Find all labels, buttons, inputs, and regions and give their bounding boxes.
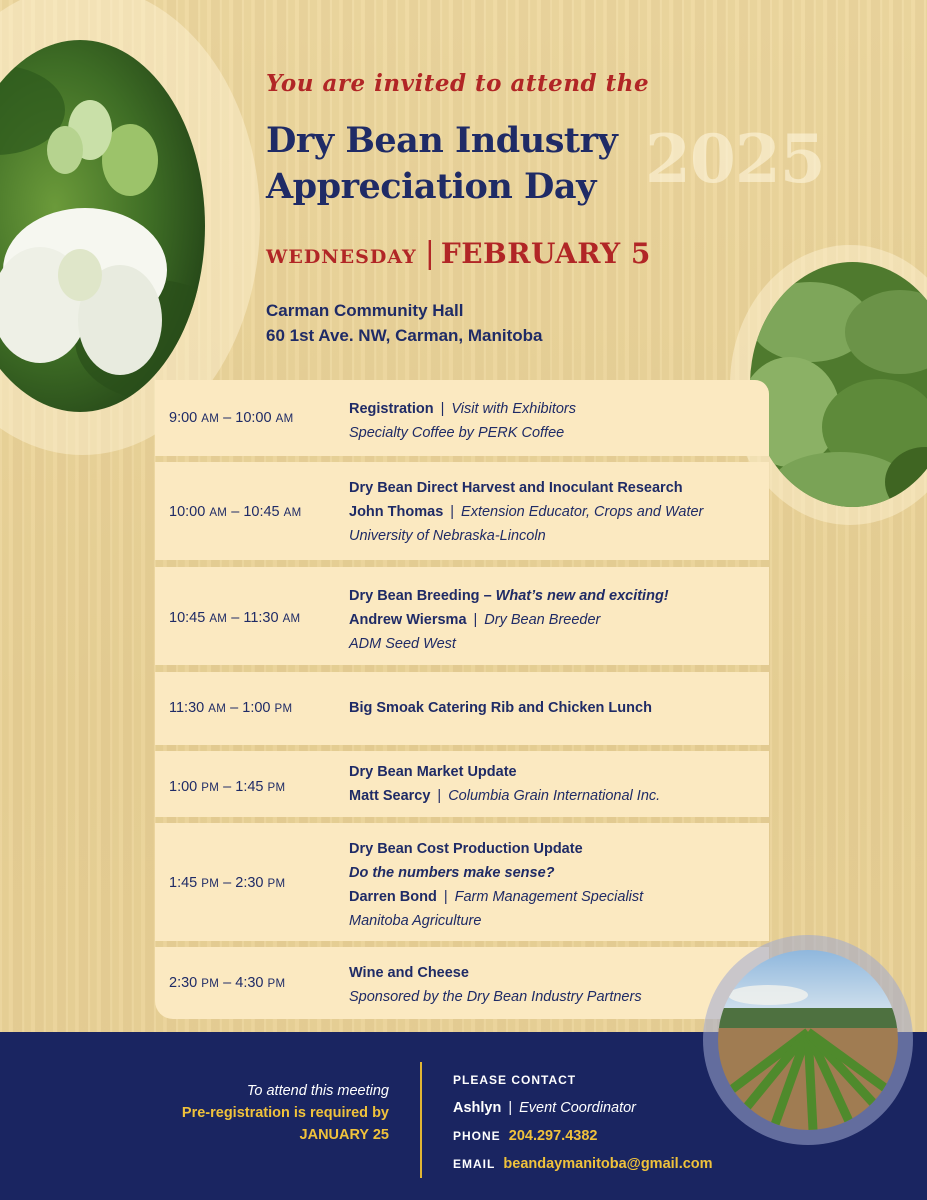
- schedule-row: [155, 380, 769, 456]
- schedule-row: [155, 462, 769, 560]
- time-range: 10:45 AM – 11:30 AM: [169, 610, 301, 626]
- contact-label: PLEASE CONTACT: [453, 1073, 577, 1087]
- session-details: Dry Bean Cost Production Update Do the numbers make sense? Darren Bond | Farm Management Specialist Manitoba Agriculture: [349, 841, 644, 929]
- session-details: Big Smoak Catering Rib and Chicken Lunch: [349, 700, 652, 716]
- venue: [266, 298, 542, 348]
- venue-name: Carman Community Hall: [266, 301, 464, 320]
- event-title-line-1: Dry Bean Industry: [266, 120, 618, 161]
- registration-notice: [182, 1080, 389, 1146]
- session-details: Dry Bean Breeding – What’s new and exciting! Andrew Wiersma | Dry Bean Breeder ADM Seed West: [349, 588, 669, 652]
- event-date-value: FEBRUARY 5: [440, 237, 651, 270]
- contact-phone[interactable]: 204.297.4382: [508, 1128, 598, 1144]
- footer-divider: [420, 1062, 422, 1178]
- event-year: 2025: [645, 120, 825, 198]
- schedule-row: [155, 672, 769, 745]
- time-range: 2:30 PM – 4:30 PM: [169, 975, 286, 991]
- session-details: Registration | Visit with Exhibitors Specialty Coffee by PERK Coffee: [349, 401, 577, 441]
- contact-email-link[interactable]: beandaymanitoba@gmail.com: [503, 1156, 713, 1172]
- time-range: 1:00 PM – 1:45 PM: [169, 779, 286, 795]
- contact-email-line: EMAIL beandaymanitoba@gmail.com: [453, 1156, 713, 1172]
- bean-field-photo: [718, 950, 898, 1130]
- event-weekday: WEDNESDAY: [266, 246, 417, 268]
- contact-person: Ashlyn | Event Coordinator: [453, 1100, 636, 1116]
- date-separator: |: [424, 236, 435, 271]
- event-title: [266, 118, 617, 210]
- event-title-line-2: Appreciation Day: [266, 166, 596, 207]
- venue-address: 60 1st Ave. NW, Carman, Manitoba: [266, 326, 543, 345]
- session-details: Dry Bean Direct Harvest and Inoculant Research John Thomas | Extension Educator, Crops and Water University of Nebraska-Lincoln: [349, 480, 704, 544]
- event-date: [266, 236, 651, 271]
- invitation-line: You are invited to attend the: [266, 70, 650, 97]
- time-range: 1:45 PM – 2:30 PM: [169, 875, 286, 891]
- contact-phone-line: PHONE 204.297.4382: [453, 1128, 598, 1144]
- schedule-row: [155, 567, 769, 665]
- time-range: 10:00 AM – 10:45 AM: [169, 504, 302, 520]
- session-details: Dry Bean Market Update Matt Searcy | Columbia Grain International Inc.: [349, 764, 661, 804]
- contact-info: [453, 1066, 713, 1178]
- prereg-text: Pre-registration is required by: [181, 1105, 389, 1121]
- attend-text: To attend this meeting: [246, 1083, 389, 1099]
- schedule-row: [155, 751, 769, 817]
- session-details: Wine and Cheese Sponsored by the Dry Bean Industry Partners: [349, 965, 642, 1005]
- time-range: 11:30 AM – 1:00 PM: [169, 700, 293, 716]
- prereg-deadline: JANUARY 25: [299, 1127, 389, 1143]
- schedule-row: [155, 947, 769, 1019]
- schedule-row: [155, 823, 769, 941]
- time-range: 9:00 AM – 10:00 AM: [169, 410, 294, 426]
